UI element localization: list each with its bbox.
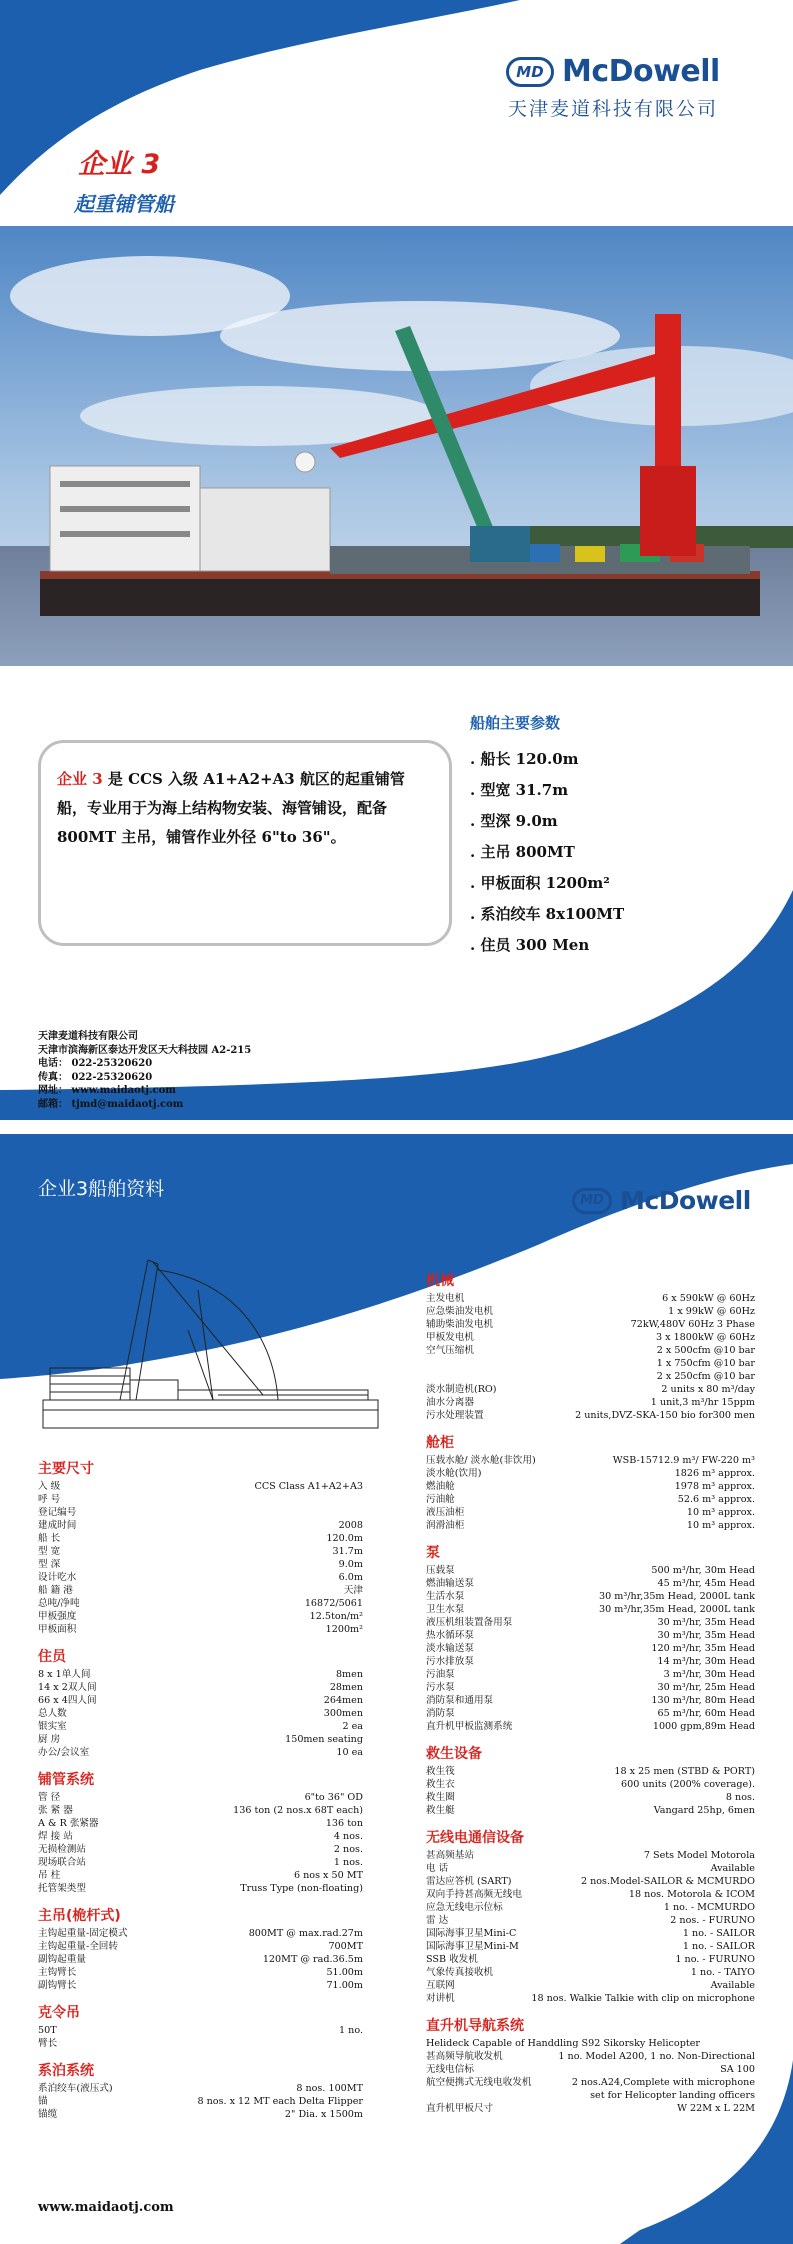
spec-label: A & R 张紧器 bbox=[38, 1818, 99, 1829]
spec-label: 吊 柱 bbox=[38, 1870, 61, 1881]
spec-label: 双向手持甚高频无线电 bbox=[426, 1889, 522, 1900]
section-title: 直升机导航系统 bbox=[426, 2018, 524, 2034]
spec-label: 50T bbox=[38, 2025, 57, 2036]
spec-row bbox=[38, 1804, 363, 1817]
spec-row bbox=[426, 1344, 755, 1357]
spec-label: 航空便携式无线电收发机 bbox=[426, 2077, 532, 2088]
spec-label: 气象传真接收机 bbox=[426, 1967, 494, 1978]
spec-value: 30 m³/hr,35m Head, 2000L tank bbox=[599, 1591, 755, 1602]
vessel-photo bbox=[0, 226, 793, 666]
page2-header-title: 企业3船舶资料 bbox=[38, 1178, 165, 1200]
spec-value: 18 x 25 men (STBD & PORT) bbox=[614, 1766, 755, 1777]
spec-row bbox=[426, 1396, 755, 1409]
footer-url[interactable]: www.maidaotj.com bbox=[38, 2200, 174, 2215]
contact-company: 天津麦道科技有限公司 bbox=[38, 1031, 138, 1042]
section-title: 机械 bbox=[426, 1273, 454, 1289]
spec-label: 副钩起重量 bbox=[38, 1954, 86, 1965]
main-param-item: . 系泊绞车 8x100MT bbox=[470, 905, 625, 923]
spec-row bbox=[38, 1623, 363, 1636]
spec-label: 救生筏 bbox=[426, 1766, 455, 1777]
spec-label: 直升机甲板尺寸 bbox=[426, 2103, 494, 2114]
spec-label: 入 级 bbox=[38, 1481, 61, 1492]
spec-value: 300men bbox=[323, 1708, 363, 1719]
spec-row bbox=[426, 1707, 755, 1720]
spec-value: CCS Class A1+A2+A3 bbox=[254, 1481, 363, 1492]
spec-value: W 22M x L 22M bbox=[677, 2103, 755, 2114]
spec-label: 空气压缩机 bbox=[426, 1345, 474, 1356]
spec-label: 雷 达 bbox=[426, 1915, 449, 1926]
spec-label: 锚 bbox=[38, 2096, 48, 2107]
spec-label: 甚高频基站 bbox=[426, 1850, 474, 1861]
spec-row bbox=[38, 1668, 363, 1681]
spec-row bbox=[38, 1545, 363, 1558]
spec-row bbox=[38, 1681, 363, 1694]
spec-label: 主钩起重量-固定模式 bbox=[38, 1928, 128, 1939]
spec-label: 污水处理装置 bbox=[426, 1410, 484, 1421]
section-title: 主要尺寸 bbox=[38, 1461, 94, 1477]
section-title: 救生设备 bbox=[426, 1746, 482, 1762]
spec-row bbox=[426, 1655, 755, 1668]
spec-row bbox=[426, 1519, 755, 1532]
spec-row bbox=[38, 1733, 363, 1746]
main-param-item: . 主吊 800MT bbox=[470, 843, 575, 861]
brand-logo bbox=[506, 54, 720, 89]
spec-row bbox=[38, 1493, 363, 1506]
spec-label: 型 宽 bbox=[38, 1546, 61, 1557]
spec-value: 3 x 1800kW @ 60Hz bbox=[655, 1332, 755, 1343]
spec-label: 对讲机 bbox=[426, 1993, 455, 2004]
spec-label: 直升机甲板监测系统 bbox=[426, 1721, 513, 1732]
logo-mark-icon: MD bbox=[506, 57, 554, 87]
spec-label: 副钩臂长 bbox=[38, 1980, 77, 1991]
spec-row bbox=[38, 1830, 363, 1843]
spec-value: 3 m³/hr, 30m Head bbox=[663, 1669, 755, 1680]
section-title: 泵 bbox=[426, 1545, 440, 1561]
main-param-item: . 甲板面积 1200m² bbox=[470, 874, 610, 892]
contact-phone: 电话： 022-25320620 bbox=[38, 1058, 153, 1069]
spec-label: 污水排放泵 bbox=[426, 1656, 474, 1667]
spec-label: 焊 接 站 bbox=[38, 1831, 73, 1842]
spec-value: 2 x 250cfm @10 bar bbox=[656, 1371, 755, 1382]
spec-row bbox=[38, 1707, 363, 1720]
spec-label: 臂长 bbox=[38, 2038, 58, 2049]
spec-label: 银实室 bbox=[38, 1721, 67, 1732]
spec-value: 1978 m³ approx. bbox=[674, 1481, 755, 1492]
spec-row bbox=[38, 1584, 363, 1597]
main-param-item: . 船长 120.0m bbox=[470, 750, 579, 768]
spec-label: 污水泵 bbox=[426, 1682, 455, 1693]
spec-value: 18 nos. Motorola & ICOM bbox=[628, 1889, 755, 1900]
spec-label: 电 话 bbox=[426, 1863, 449, 1874]
spec-row bbox=[426, 1493, 755, 1506]
section-title: 无线电通信设备 bbox=[426, 1830, 524, 1846]
spec-value: 700MT bbox=[328, 1941, 363, 1952]
spec-row bbox=[426, 1590, 755, 1603]
spec-value: 1000 gpm,89m Head bbox=[652, 1721, 755, 1732]
spec-value: 16872/5061 bbox=[304, 1598, 363, 1609]
spec-row bbox=[38, 1610, 363, 1623]
intro-text: 是 CCS 入级 A1+A2+A3 航区的起重铺管船，专业用于为海上结构物安装、海管铺设，配备800MT 主吊，铺管作业外径 6"to 36"。 bbox=[57, 770, 405, 846]
spec-value: 1200m² bbox=[325, 1624, 363, 1635]
spec-label: 甲板强度 bbox=[38, 1611, 77, 1622]
spec-value: 2 nos. - FURUNO bbox=[670, 1915, 755, 1926]
spec-value: 2 x 500cfm @10 bar bbox=[656, 1345, 755, 1356]
spec-label: 生活水泵 bbox=[426, 1591, 465, 1602]
spec-value: 1 nos. bbox=[333, 1857, 363, 1868]
spec-value: 130 m³/hr, 80m Head bbox=[651, 1695, 755, 1706]
spec-label: 国际海事卫星Mini-C bbox=[426, 1928, 517, 1939]
spec-row bbox=[426, 1305, 755, 1318]
spec-value: 1 no. - MCMURDO bbox=[663, 1902, 755, 1913]
main-param-item: . 型宽 31.7m bbox=[470, 781, 569, 799]
spec-label: 污油舱 bbox=[426, 1494, 455, 1505]
spec-value: 12.5ton/m² bbox=[309, 1611, 363, 1622]
contact-address: 天津市滨海新区泰达开发区天大科技园 A2-215 bbox=[38, 1044, 252, 1056]
spec-value: 500 m³/hr, 30m Head bbox=[651, 1565, 755, 1576]
spec-value: 31.7m bbox=[332, 1546, 363, 1557]
spec-label: 锚缆 bbox=[38, 2109, 58, 2120]
spec-value: 1 no. bbox=[339, 2025, 363, 2036]
spec-row bbox=[426, 1875, 755, 1888]
spec-label: 14 x 2双人间 bbox=[38, 1682, 97, 1693]
spec-value: 1826 m³ approx. bbox=[674, 1468, 755, 1479]
spec-label: 污油泵 bbox=[426, 1669, 455, 1680]
spec-value: 120MT @ rad.36.5m bbox=[262, 1954, 363, 1965]
spec-value: 1 x 99kW @ 60Hz bbox=[668, 1306, 755, 1317]
spec-row bbox=[38, 1746, 363, 1759]
spec-label: 淡水舱(饮用) bbox=[426, 1468, 482, 1479]
spec-label: 管 径 bbox=[38, 1792, 61, 1803]
spec-value: 8 nos. bbox=[725, 1792, 755, 1803]
spec-row bbox=[426, 1629, 755, 1642]
section-title: 住员 bbox=[38, 1649, 66, 1665]
section-title: 克令吊 bbox=[38, 2005, 80, 2021]
spec-label: 消防泵和通用泵 bbox=[426, 1695, 494, 1706]
spec-row bbox=[38, 1532, 363, 1545]
spec-label: 压载泵 bbox=[426, 1565, 455, 1576]
spec-label: 设计吃水 bbox=[38, 1572, 77, 1583]
spec-label: 液压机组装置备用泵 bbox=[426, 1617, 513, 1628]
spec-label: 淡水输送泵 bbox=[426, 1643, 474, 1654]
spec-value: 1 no. Model A200, 1 no. Non-Directional bbox=[558, 2051, 755, 2062]
spec-value: 6 x 590kW @ 60Hz bbox=[662, 1293, 755, 1304]
spec-value: 30 m³/hr,35m Head, 2000L tank bbox=[599, 1604, 755, 1615]
spec-label: 66 x 4四人间 bbox=[38, 1695, 97, 1706]
spec-value: Truss Type (non-floating) bbox=[240, 1883, 363, 1894]
spec-label: SSB 收发机 bbox=[426, 1954, 478, 1965]
spec-row bbox=[426, 1480, 755, 1493]
spec-row bbox=[38, 1720, 363, 1733]
ship-drawing bbox=[38, 1250, 383, 1450]
spec-value: 7 Sets Model Motorola bbox=[643, 1850, 755, 1861]
page2-logo-mark-icon: MD bbox=[572, 1188, 612, 1214]
contact-web[interactable]: 网址： www.maidaotj.com bbox=[38, 1085, 176, 1096]
intro-highlight: 企业 3 bbox=[57, 770, 103, 788]
spec-value: 800MT @ max.rad.27m bbox=[248, 1928, 363, 1939]
spec-value: 71.00m bbox=[326, 1980, 363, 1991]
spec-value: 120.0m bbox=[326, 1533, 363, 1544]
spec-value: 8 nos. x 12 MT each Delta Flipper bbox=[197, 2096, 363, 2107]
spec-row bbox=[426, 1804, 755, 1817]
spec-label: 淡水制造机(RO) bbox=[426, 1384, 497, 1395]
spec-label: 主钩臂长 bbox=[38, 1967, 77, 1978]
spec-row bbox=[426, 1292, 755, 1305]
page2-brand-logo bbox=[572, 1186, 751, 1215]
spec-row bbox=[426, 1370, 755, 1383]
main-param-item: . 型深 9.0m bbox=[470, 812, 558, 830]
spec-label: 雷达应答机 (SART) bbox=[426, 1876, 512, 1887]
spec-row bbox=[426, 1467, 755, 1480]
spec-value: 28men bbox=[329, 1682, 363, 1693]
spec-row bbox=[38, 1882, 363, 1895]
spec-label: 压载水舱/ 淡水舱(非饮用) bbox=[426, 1455, 536, 1466]
main-param-item: . 住员 300 Men bbox=[470, 936, 590, 954]
spec-row bbox=[38, 1519, 363, 1532]
spec-label: 互联网 bbox=[426, 1980, 455, 1991]
spec-label: 登记编号 bbox=[38, 1507, 77, 1518]
contact-email[interactable]: 邮箱： tjmd@maidaotj.com bbox=[38, 1098, 184, 1110]
spec-row bbox=[38, 1817, 363, 1830]
spec-value: set for Helicopter landing officers bbox=[590, 2090, 755, 2101]
spec-value: 2008 bbox=[338, 1520, 363, 1531]
spec-value: 72kW,480V 60Hz 3 Phase bbox=[630, 1319, 755, 1330]
spec-label: 燃油输送泵 bbox=[426, 1578, 474, 1589]
spec-row bbox=[426, 1577, 755, 1590]
spec-label: 国际海事卫星Mini-M bbox=[426, 1941, 519, 1952]
spec-row bbox=[38, 1597, 363, 1610]
spec-row bbox=[38, 1558, 363, 1571]
spec-label: 建成时间 bbox=[38, 1520, 77, 1531]
spec-value: 1 unit,3 m³/hr 15ppm bbox=[650, 1397, 755, 1408]
spec-label: 总吨/净吨 bbox=[38, 1598, 80, 1609]
spec-label: 应急柴油发电机 bbox=[426, 1306, 494, 1317]
spec-value: WSB-15712.9 m³/ FW-220 m³ bbox=[612, 1455, 755, 1466]
spec-row bbox=[38, 1480, 363, 1493]
spec-row bbox=[426, 1642, 755, 1655]
spec-label: 热水循环泵 bbox=[426, 1630, 474, 1641]
spec-value: 2 units,DVZ-SKA-150 bio for300 men bbox=[575, 1410, 755, 1421]
spec-label: 辅助柴油发电机 bbox=[426, 1319, 494, 1330]
spec-label: 救生艇 bbox=[426, 1805, 455, 1816]
spec-row bbox=[426, 1668, 755, 1681]
spec-row bbox=[426, 1778, 755, 1791]
intro-box bbox=[38, 740, 452, 946]
spec-label: 船 籍 港 bbox=[38, 1585, 73, 1596]
page2-brand-name: McDowell bbox=[620, 1186, 751, 1215]
spec-value: 1 no. - FURUNO bbox=[675, 1954, 755, 1965]
spec-value: 6 nos x 50 MT bbox=[293, 1870, 363, 1881]
spec-value: 8 nos. 100MT bbox=[296, 2083, 363, 2094]
spec-label: Helideck Capable of Handdling S92 Sikorsky Helicopter bbox=[426, 2038, 700, 2049]
contact-fax: 传真： 022-25320620 bbox=[38, 1071, 153, 1083]
spec-value: 65 m³/hr, 60m Head bbox=[657, 1708, 755, 1719]
spec-row bbox=[38, 1856, 363, 1869]
contact-block bbox=[38, 1030, 251, 1111]
spec-value: 9.0m bbox=[338, 1559, 363, 1570]
spec-value: 2 ea bbox=[342, 1721, 363, 1732]
spec-value: 1 no. - SAILOR bbox=[682, 1941, 755, 1952]
spec-label: 总人数 bbox=[38, 1708, 67, 1719]
spec-value: 264men bbox=[323, 1695, 363, 1706]
spec-value: 1 x 750cfm @10 bar bbox=[656, 1358, 755, 1369]
spec-row bbox=[426, 1603, 755, 1616]
spec-row bbox=[426, 1383, 755, 1396]
spec-row bbox=[426, 1862, 755, 1875]
spec-value: 136 ton (2 nos.x 68T each) bbox=[233, 1805, 363, 1816]
spec-value: 天津 bbox=[343, 1585, 363, 1596]
spec-label: 消防泵 bbox=[426, 1708, 455, 1719]
spec-row bbox=[426, 1849, 755, 1862]
spec-row bbox=[426, 1720, 755, 1733]
spec-value: 2 nos. bbox=[333, 1844, 363, 1855]
section-title: 系泊系统 bbox=[38, 2063, 94, 2079]
spec-label: 张 紧 器 bbox=[38, 1805, 73, 1816]
spec-row bbox=[426, 1331, 755, 1344]
spec-label: 液压油柜 bbox=[426, 1507, 465, 1518]
spec-row bbox=[426, 1616, 755, 1629]
spec-row bbox=[426, 1409, 755, 1422]
spec-value: 2" Dia. x 1500m bbox=[284, 2109, 363, 2120]
spec-label: 呼 号 bbox=[38, 1494, 61, 1505]
spec-value: 600 units (200% coverage). bbox=[621, 1779, 755, 1790]
spec-value: 45 m³/hr, 45m Head bbox=[657, 1578, 755, 1589]
main-params-list bbox=[470, 744, 624, 961]
spec-label: 办公/会议室 bbox=[38, 1747, 90, 1758]
spec-label: 燃油舱 bbox=[426, 1481, 455, 1492]
spec-label: 现场联合站 bbox=[38, 1857, 86, 1868]
spec-label: 甲板发电机 bbox=[426, 1332, 474, 1343]
spec-label: 救生圈 bbox=[426, 1792, 455, 1803]
spec-label: 无损检测站 bbox=[38, 1844, 86, 1855]
spec-label: 甚高频导航收发机 bbox=[426, 2051, 503, 2062]
spec-value: 2 nos.A24,Complete with microphone bbox=[571, 2077, 755, 2088]
spec-value: 136 ton bbox=[325, 1818, 363, 1829]
spec-value: 120 m³/hr, 35m Head bbox=[651, 1643, 755, 1654]
spec-label: 主发电机 bbox=[426, 1293, 465, 1304]
spec-value: 8men bbox=[335, 1669, 363, 1680]
spec-value: 1 no. - TAIYO bbox=[690, 1967, 755, 1978]
page-divider bbox=[0, 1120, 793, 1134]
spec-label: 救生衣 bbox=[426, 1779, 455, 1790]
main-params-title: 船舶主要参数 bbox=[470, 714, 561, 732]
brand-name: McDowell bbox=[562, 54, 720, 89]
spec-label: 油水分离器 bbox=[426, 1397, 474, 1408]
section-title: 主吊(桅杆式) bbox=[38, 1908, 121, 1924]
spec-row bbox=[426, 1506, 755, 1519]
spec-value: 14 m³/hr, 30m Head bbox=[657, 1656, 755, 1667]
spec-value: 2 units x 80 m³/day bbox=[661, 1384, 755, 1395]
spec-label: 厨 房 bbox=[38, 1734, 61, 1745]
vessel-subtitle: 起重铺管船 bbox=[74, 192, 174, 216]
spec-label: 型 深 bbox=[38, 1559, 61, 1570]
spec-row bbox=[38, 1506, 363, 1519]
spec-value: 4 nos. bbox=[333, 1831, 363, 1842]
spec-label: 甲板面积 bbox=[38, 1624, 77, 1635]
spec-value: 51.00m bbox=[326, 1967, 363, 1978]
spec-row bbox=[38, 1694, 363, 1707]
spec-value: 30 m³/hr, 35m Head bbox=[657, 1630, 755, 1641]
spec-label: 船 长 bbox=[38, 1533, 61, 1544]
spec-label: 卫生水泵 bbox=[426, 1604, 465, 1615]
spec-row bbox=[426, 1694, 755, 1707]
spec-row bbox=[426, 1318, 755, 1331]
spec-row bbox=[426, 1791, 755, 1804]
spec-value: 52.6 m³ approx. bbox=[677, 1494, 755, 1505]
page2-footer-curve bbox=[0, 1900, 793, 2244]
spec-row bbox=[426, 1454, 755, 1467]
spec-value: Available bbox=[710, 1980, 755, 1991]
spec-value: 30 m³/hr, 35m Head bbox=[657, 1617, 755, 1628]
section-title: 舱柜 bbox=[426, 1435, 454, 1451]
spec-value: 6"to 36" OD bbox=[304, 1792, 363, 1803]
spec-value: SA 100 bbox=[720, 2064, 755, 2075]
spec-label: 润滑油柜 bbox=[426, 1520, 465, 1531]
spec-row bbox=[38, 1843, 363, 1856]
spec-label: 应急无线电示位标 bbox=[426, 1902, 503, 1913]
spec-value: Available bbox=[710, 1863, 755, 1874]
spec-row bbox=[38, 1791, 363, 1804]
spec-row bbox=[426, 1564, 755, 1577]
spec-label: 8 x 1单人间 bbox=[38, 1669, 91, 1680]
spec-value: 18 nos. Walkie Talkie with clip on microphone bbox=[531, 1993, 755, 2004]
spec-row bbox=[426, 1357, 755, 1370]
spec-row bbox=[426, 1681, 755, 1694]
spec-value: 10 m³ approx. bbox=[686, 1507, 755, 1518]
spec-label: 无线电信标 bbox=[426, 2064, 474, 2075]
spec-row bbox=[38, 1571, 363, 1584]
spec-value: 30 m³/hr, 25m Head bbox=[657, 1682, 755, 1693]
spec-row bbox=[426, 1765, 755, 1778]
section-title: 铺管系统 bbox=[38, 1772, 94, 1788]
spec-label: 系泊绞车(液压式) bbox=[38, 2083, 113, 2094]
spec-label: 托管架类型 bbox=[38, 1883, 86, 1894]
company-name-cn: 天津麦道科技有限公司 bbox=[508, 98, 719, 120]
spec-label: 主钩起重量-全回转 bbox=[38, 1941, 118, 1952]
spec-row bbox=[38, 1869, 363, 1882]
spec-value: 10 ea bbox=[336, 1747, 363, 1758]
spec-value: 1 no. - SAILOR bbox=[682, 1928, 755, 1939]
spec-value: 2 nos.Model-SAILOR & MCMURDO bbox=[580, 1876, 755, 1887]
spec-value: 150men seating bbox=[285, 1734, 363, 1745]
spec-value: Vangard 25hp, 6men bbox=[653, 1805, 755, 1816]
spec-value: 6.0m bbox=[338, 1572, 363, 1583]
vessel-title: 企业 3 bbox=[78, 149, 161, 180]
spec-value: 10 m³ approx. bbox=[686, 1520, 755, 1531]
